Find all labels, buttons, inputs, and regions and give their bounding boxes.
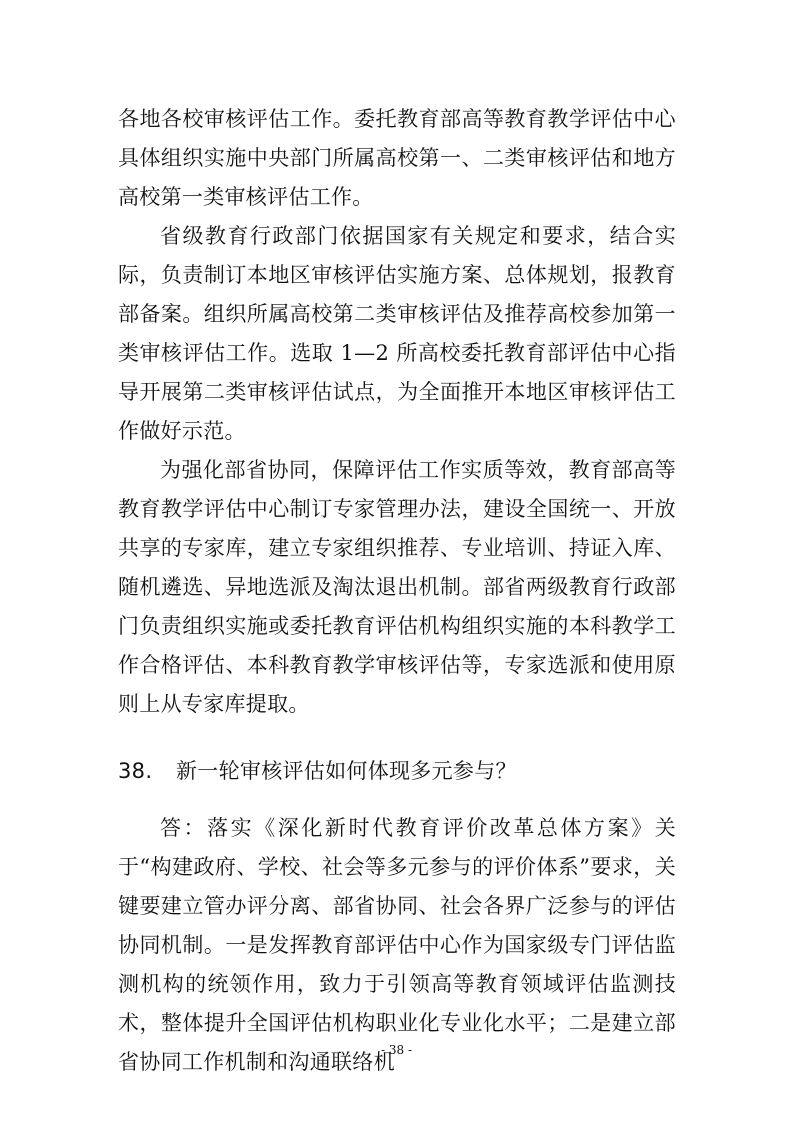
page-content bbox=[118, 100, 676, 1082]
page-number: - 38 - bbox=[380, 1043, 412, 1057]
section-title: 新一轮审核评估如何体现多元参与？ bbox=[176, 759, 517, 783]
section-heading bbox=[118, 752, 676, 791]
paragraph-1: 各地各校审核评估工作。委托教育部高等教育教学评估中心具体组织实施中央部门所属高校第一、二类审核评估和地方高校第一类审核评估工作。 bbox=[118, 107, 676, 209]
section-number: 38. bbox=[118, 759, 153, 783]
paragraph-2: 省级教育行政部门依据国家有关规定和要求，结合实际，负责制订本地区审核评估实施方案、总体规划，报教育部备案。组织所属高校第二类审核评估及推荐高校参加第一类审核评估工作。选取 1—2 所高校委托教育部评估中心指导开展第二类审核评估试点，为全面推开本地区审核评估工作做好示范。 bbox=[118, 224, 676, 443]
paragraph-4: 答：落实《深化新时代教育评价改革总体方案》关于“构建政府、学校、社会等多元参与的评价体系”要求，关键要建立管办评分离、部省协同、社会各界广泛参与的评估协同机制。一是发挥教育部评估中心作为国家级专门评估监测机构的统领作用，致力于引领高等教育领域评估监测技术，整体提升全国评估机构职业化专业化水平；二是建立部省协同工作机制和沟通联络机 bbox=[118, 816, 676, 1074]
paragraph-3: 为强化部省协同，保障评估工作实质等效，教育部高等教育教学评估中心制订专家管理办法，建设全国统一、开放共享的专家库，建立专家组织推荐、专业培训、持证入库、随机遴选、异地选派及淘汰退出机制。部省两级教育行政部门负责组织实施或委托教育评估机构组织实施的本科教学工作合格评估、本科教育教学审核评估等，专家选派和使用原则上从专家库提取。 bbox=[118, 458, 676, 716]
